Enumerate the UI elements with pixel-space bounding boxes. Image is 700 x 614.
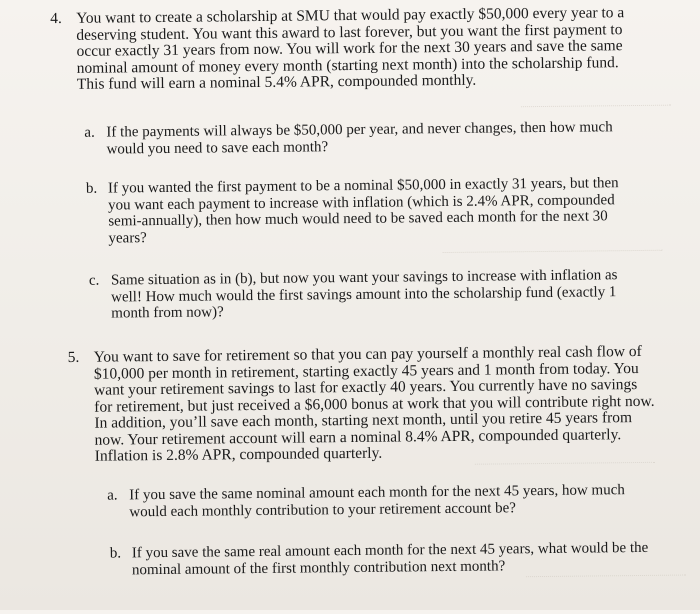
problem-5b-line: nominal amount of the first monthly contribution next month?: [131, 557, 506, 578]
problem-4c-text: [111, 266, 686, 322]
problem-4b-text: [108, 175, 684, 247]
problem-5b-text: [132, 539, 697, 578]
problem-5-line: Inflation is 2.8% APR, compounded quarterly.: [94, 444, 383, 465]
problem-5-line: You want to save for retirement so that you can pay yourself a monthly real cash flow of: [93, 342, 642, 366]
problem-4b: [85, 174, 686, 247]
problem-4a: [84, 119, 684, 158]
problem-4-line: This fund will earn a nominal 5.4% APR, compounded monthly.: [76, 71, 477, 93]
problem-4c: [88, 266, 689, 322]
problem-4c-line: well! How much would the first savings amount into the scholarship fund (exactly 1: [111, 283, 617, 306]
problem-5-line: now. Your retirement account will earn a nominal 8.4% APR, compounded quarterly.: [94, 425, 622, 449]
problem-5-number: 5.: [67, 348, 80, 366]
problem-4a-label: a.: [84, 124, 95, 141]
problem-5a-line: would each monthly contribution to your retirement account be?: [129, 499, 516, 520]
problem-5a-line: If you save the same nominal amount each month for the next 45 years, how much: [129, 482, 625, 504]
problem-4b-line: you want each payment to increase with inflation (which is 2.4% APR, compounded: [108, 191, 615, 214]
problem-5b-label: b.: [109, 545, 122, 562]
problem-5-line: want your retirement savings to last for exactly 40 years. You currently have no savings: [93, 376, 638, 399]
problem-5b: [109, 539, 700, 578]
problem-4a-line: If the payments will always be $50,000 per year, and never changes, then how much: [106, 119, 613, 141]
problem-5b-line: If you save the same real amount each month for the next 45 years, what would be the: [131, 539, 649, 562]
problem-4-line: deserving student. You want this award to last forever, but you want the first payment to: [76, 20, 623, 44]
problem-5-line: $10,000 per month in retirement, starting exactly 45 years and 1 month from today. You: [93, 359, 639, 383]
problem-4-stem: [76, 4, 687, 93]
problem-4-line: nominal amount of money every month (starting next month) into the scholarship fund.: [76, 53, 619, 77]
problem-4-number: 4.: [50, 10, 62, 28]
problem-5-line: for retirement, but just received a $6,000 bonus at work that you will contribute right now.: [94, 392, 655, 416]
problem-4-line: occur exactly 31 years from now. You will work for the next 30 years and save the same: [76, 37, 623, 60]
problem-5-line: In addition, you’ll save each month, starting next month, until you retire 45 years from: [94, 409, 633, 432]
problem-4b-line: years?: [108, 229, 147, 247]
problem-4a-line: would you need to save each month?: [106, 138, 329, 158]
problem-5a: [107, 481, 697, 520]
problem-4b-line: If you wanted the first payment to be a nominal $50,000 in exactly 31 years, but then: [107, 175, 619, 197]
problem-4b-line: semi-annually), then how much would need to be saved each month for the next 30: [108, 208, 608, 230]
problem-5a-label: a.: [107, 487, 118, 504]
bleed-through-mark: [521, 95, 671, 108]
problem-4a-text: [106, 119, 681, 158]
problem-4c-line: month from now)?: [111, 304, 224, 322]
problem-4b-label: b.: [85, 180, 98, 197]
problem-4: [50, 4, 690, 93]
problem-5: [67, 342, 698, 465]
problem-4c-line: Same situation as in (b), but now you want your savings to increase with inflation as: [110, 267, 618, 289]
problem-4-line: You want to create a scholarship at SMU that would pay exactly $50,000 every year to a: [76, 4, 625, 27]
problem-4c-label: c.: [88, 272, 100, 289]
problem-5-stem: [94, 343, 695, 465]
problem-5a-text: [129, 481, 694, 520]
